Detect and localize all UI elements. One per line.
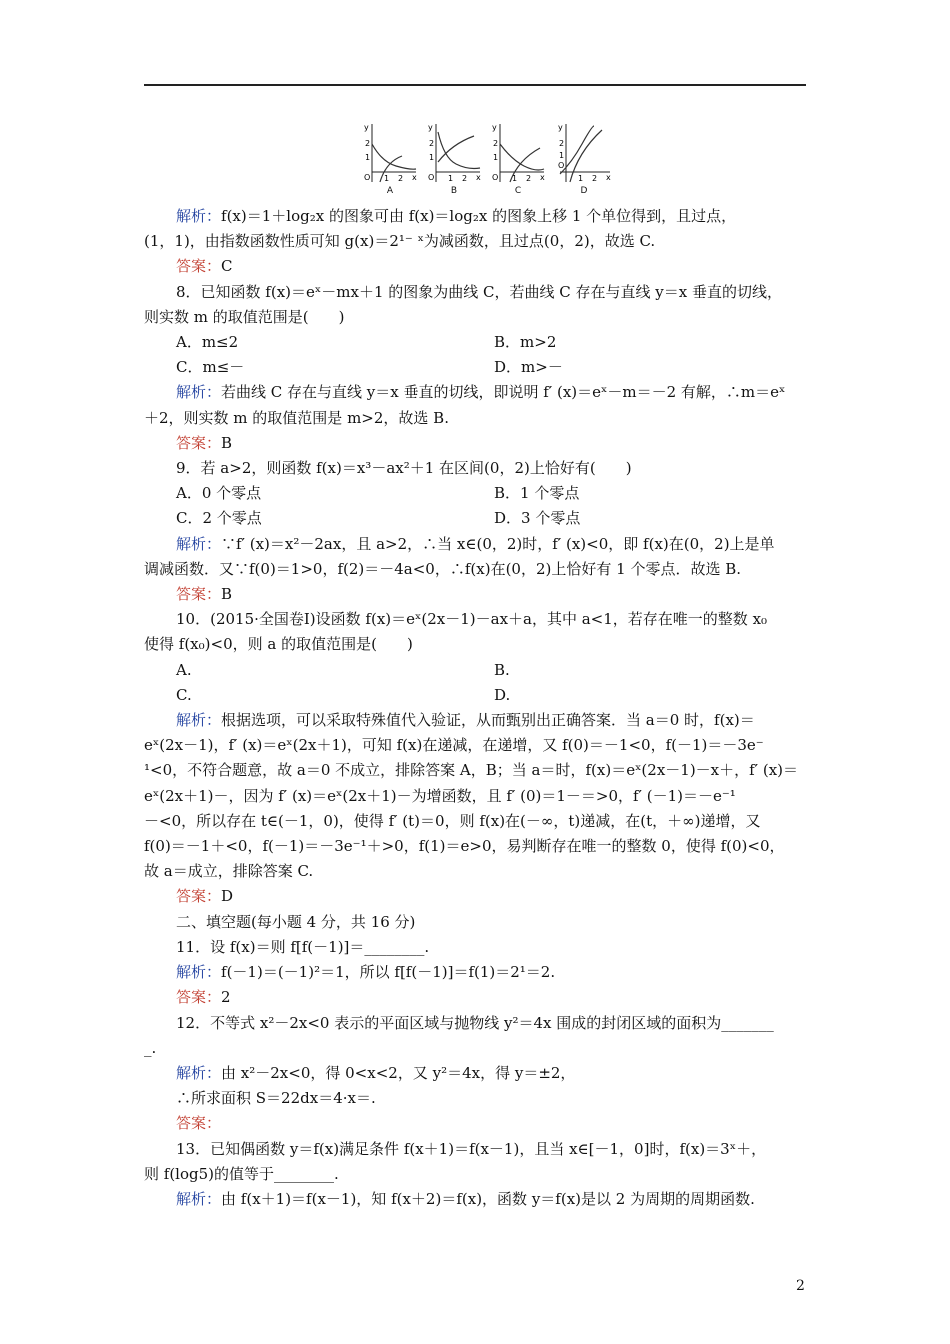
tick-y-1: 1 bbox=[365, 153, 371, 162]
line-text: 则 f(log5)的值等于________. bbox=[144, 1164, 339, 1183]
graph-a bbox=[362, 122, 418, 198]
line-text: ∵f′ (x)＝x²－2ax，且 a>2，∴当 x∈(0，2)时，f′ (x)<0，即 f(x)在(0，2)上是单 bbox=[221, 534, 775, 553]
line-text: 12．不等式 x²－2x<0 表示的平面区域与抛物线 y²＝4x 围成的封闭区域的面积为_______ bbox=[176, 1013, 774, 1032]
solution-line bbox=[144, 708, 810, 733]
line-text: ¹<0，不符合题意，故 a＝0 不成立，排除答案 A，B；当 a＝时，f(x)＝eˣ(2x－1)－x＋，f′ (x)＝ bbox=[144, 761, 799, 780]
line-text: 8．已知函数 f(x)＝eˣ－mx＋1 的图象为曲线 C，若曲线 C 存在与直线 y＝x 垂直的切线， bbox=[176, 282, 782, 301]
answer-line bbox=[144, 884, 810, 909]
option-choice: B．m>2 bbox=[494, 333, 557, 352]
line-text: 10．(2015·全国卷Ⅰ)设函数 f(x)＝eˣ(2x－1)－ax＋a，其中 a<1，若存在唯一的整数 x₀ bbox=[176, 610, 768, 629]
line-text: －<0，所以存在 t∈(－1，0)，使得 f′ (t)＝0，则 f(x)在(－∞，t)递减，在(t，＋∞)递增，又 bbox=[144, 811, 761, 830]
tick-x-2: 2 bbox=[526, 174, 532, 183]
line-text: 由 x²－2x<0，得 0<x<2，又 y²＝4x，得 y＝±2， bbox=[221, 1063, 576, 1082]
axis-label-y: y bbox=[428, 123, 433, 132]
answer-line bbox=[144, 254, 810, 279]
line-text: _. bbox=[144, 1038, 157, 1057]
solution-label: 解析： bbox=[176, 1063, 222, 1082]
graph-a-caption: A bbox=[386, 186, 394, 196]
answer-label: 答案： bbox=[176, 1114, 222, 1133]
line-text: 故 a＝成立，排除答案 C. bbox=[144, 862, 314, 881]
line-text: B bbox=[221, 433, 233, 452]
tick-x-1: 1 bbox=[384, 174, 390, 183]
tick-y-2: 2 bbox=[365, 139, 371, 148]
line-text: 根据选项，可以采取特殊值代入验证，从而甄别出正确答案．当 a＝0 时，f(x)＝ bbox=[221, 711, 755, 730]
text-line bbox=[144, 280, 810, 305]
text-line bbox=[144, 733, 810, 758]
tick-y-2: 2 bbox=[493, 139, 499, 148]
answer-line bbox=[144, 1111, 810, 1136]
line-text: f(－1)＝(－1)²＝1，所以 f[f(－1)]＝f(1)＝2¹＝2. bbox=[221, 963, 556, 982]
header-rule bbox=[144, 84, 806, 86]
tick-y-2: 2 bbox=[559, 139, 565, 148]
graph-b-plot bbox=[426, 122, 482, 186]
option-choice: D．m>－ bbox=[494, 358, 563, 377]
answer-label: 答案： bbox=[176, 988, 222, 1007]
graph-a-plot bbox=[362, 122, 418, 186]
line-text: eˣ(2x－1)，f′ (x)＝eˣ(2x＋1)，可知 f(x)在递减，在递增，又 f(0)＝－1<0，f(－1)＝－3e⁻ bbox=[144, 736, 764, 755]
document-body bbox=[144, 204, 810, 1212]
text-line bbox=[144, 632, 810, 657]
answer-label: 答案： bbox=[176, 433, 222, 452]
text-line bbox=[144, 456, 810, 481]
text-line bbox=[144, 758, 810, 783]
graph-d-plot bbox=[556, 122, 612, 186]
text-line bbox=[144, 935, 810, 960]
solution-line bbox=[144, 1187, 810, 1212]
origin-label: O bbox=[558, 161, 565, 170]
text-line bbox=[144, 859, 810, 884]
solution-line bbox=[144, 380, 810, 405]
text-line bbox=[144, 557, 810, 582]
solution-line bbox=[144, 1061, 810, 1086]
page-number: 2 bbox=[796, 1278, 805, 1294]
option-row bbox=[144, 658, 810, 683]
solution-label: 解析： bbox=[176, 207, 222, 225]
axis-label-x: x bbox=[476, 173, 481, 182]
solution-label: 解析： bbox=[176, 383, 222, 402]
tick-y-2: 2 bbox=[429, 139, 435, 148]
text-line bbox=[144, 305, 810, 330]
line-text: 13．已知偶函数 y＝f(x)满足条件 f(x＋1)＝f(x－1)，且当 x∈[－1，0]时，f(x)＝3ˣ＋， bbox=[176, 1139, 767, 1158]
option-row bbox=[144, 481, 810, 506]
option-choice: A．m≤2 bbox=[176, 333, 239, 352]
line-text: 由 f(x＋1)＝f(x－1)，知 f(x＋2)＝f(x)，函数 y＝f(x)是以 2 为周期的周期函数. bbox=[221, 1189, 755, 1208]
tick-y-1: 1 bbox=[429, 153, 435, 162]
solution-label: 解析： bbox=[176, 534, 222, 553]
axis-label-x: x bbox=[412, 173, 417, 182]
tick-x-1: 1 bbox=[448, 174, 454, 183]
text-line bbox=[144, 809, 810, 834]
option-row bbox=[144, 506, 810, 531]
option-row bbox=[144, 330, 810, 355]
text-line bbox=[144, 1137, 810, 1162]
option-row bbox=[144, 355, 810, 380]
option-choice: D．3 个零点 bbox=[494, 509, 581, 528]
line-text: eˣ(2x＋1)－，因为 f′ (x)＝eˣ(2x＋1)－为增函数，且 f′ (0)＝1－＝>0，f′ (－1)＝－e⁻¹ bbox=[144, 786, 736, 805]
solution-label: 解析： bbox=[176, 963, 222, 982]
option-row bbox=[144, 683, 810, 708]
option-choice: A．0 个零点 bbox=[176, 484, 262, 503]
text-line bbox=[144, 834, 810, 859]
line-text: 2 bbox=[221, 988, 231, 1007]
axis-label-x: x bbox=[606, 173, 611, 182]
line-text: C bbox=[221, 257, 233, 276]
answer-label: 答案： bbox=[176, 257, 222, 276]
graph-d bbox=[556, 122, 612, 198]
graph-b-caption: B bbox=[450, 186, 458, 196]
line-text: 则实数 m 的取值范围是( ) bbox=[144, 307, 345, 326]
solution-line bbox=[144, 532, 810, 557]
tick-x-2: 2 bbox=[592, 174, 598, 183]
graph-c-plot bbox=[490, 122, 546, 186]
line-text: D bbox=[221, 887, 234, 906]
origin-label: O bbox=[364, 173, 371, 182]
line-text: 若曲线 C 存在与直线 y＝x 垂直的切线，即说明 f′ (x)＝eˣ－m＝－2 有解，∴m＝eˣ bbox=[221, 383, 786, 402]
graph-c-caption: C bbox=[514, 186, 522, 196]
line-text: 9．若 a>2，则函数 f(x)＝x³－ax²＋1 在区间(0，2)上恰好有( ) bbox=[176, 459, 632, 478]
line-text: 11．设 f(x)＝则 f[f(－1)]＝________. bbox=[176, 937, 430, 956]
answer-line bbox=[144, 582, 810, 607]
solution-line bbox=[144, 960, 810, 985]
line-text: 调减函数．又∵f(0)＝1>0，f(2)＝－4a<0，∴f(x)在(0，2)上恰好有 1 个零点．故选 B. bbox=[144, 559, 741, 578]
line-text: ＋2，则实数 m 的取值范围是 m>2，故选 B. bbox=[144, 408, 449, 427]
text-line bbox=[144, 229, 810, 254]
line-text: f(x)＝1＋log₂x 的图象可由 f(x)＝log₂x 的图象上移 1 个单位得到，且过点， bbox=[221, 207, 737, 225]
origin-label: O bbox=[492, 173, 499, 182]
answer-line bbox=[144, 985, 810, 1010]
tick-x-1: 1 bbox=[578, 174, 584, 183]
solution-label: 解析： bbox=[176, 1189, 222, 1208]
solution-line bbox=[144, 204, 810, 229]
line-text: f(0)＝－1＋<0，f(－1)＝－3e⁻¹＋>0，f(1)＝e>0，易判断存在唯一的整数 0，使得 f(0)<0， bbox=[144, 837, 785, 856]
graph-c bbox=[490, 122, 546, 198]
line-text: B bbox=[221, 585, 233, 604]
line-text: ∴所求面积 S＝22dx＝4·x＝. bbox=[176, 1089, 376, 1108]
option-choice: C．2 个零点 bbox=[176, 509, 262, 528]
option-choice: D. bbox=[494, 685, 511, 704]
graph-d-caption: D bbox=[580, 186, 588, 196]
tick-x-2: 2 bbox=[398, 174, 404, 183]
text-line bbox=[144, 1086, 810, 1111]
axis-label-y: y bbox=[492, 123, 497, 132]
option-graphs bbox=[362, 122, 612, 198]
option-choice: C．m≤－ bbox=[176, 358, 245, 377]
line-text: 使得 f(x₀)<0，则 a 的取值范围是( ) bbox=[144, 635, 413, 654]
tick-x-1: 1 bbox=[512, 174, 518, 183]
line-text: (1，1)，由指数函数性质可知 g(x)＝2¹⁻ ˣ为减函数，且过点(0，2)，故选 C. bbox=[144, 232, 656, 251]
axis-label-y: y bbox=[558, 123, 563, 132]
option-choice: A. bbox=[176, 660, 192, 679]
axis-label-y: y bbox=[364, 123, 369, 132]
text-line bbox=[144, 607, 810, 632]
graph-b bbox=[426, 122, 482, 198]
answer-label: 答案： bbox=[176, 887, 222, 906]
option-choice: B. bbox=[494, 660, 510, 679]
solution-label: 解析： bbox=[176, 711, 222, 730]
text-line bbox=[144, 910, 810, 935]
option-choice: B．1 个零点 bbox=[494, 484, 580, 503]
answer-label: 答案： bbox=[176, 585, 222, 604]
text-line bbox=[144, 1036, 810, 1061]
tick-y-1: 1 bbox=[493, 153, 499, 162]
text-line bbox=[144, 1011, 810, 1036]
text-line bbox=[144, 406, 810, 431]
axis-label-x: x bbox=[540, 173, 545, 182]
origin-label: O bbox=[428, 173, 435, 182]
text-line bbox=[144, 1162, 810, 1187]
tick-x-2: 2 bbox=[462, 174, 468, 183]
line-text: 二、填空题(每小题 4 分，共 16 分) bbox=[176, 912, 416, 931]
tick-y-1: 1 bbox=[559, 151, 565, 160]
text-line bbox=[144, 784, 810, 809]
option-choice: C. bbox=[176, 685, 192, 704]
answer-line bbox=[144, 431, 810, 456]
